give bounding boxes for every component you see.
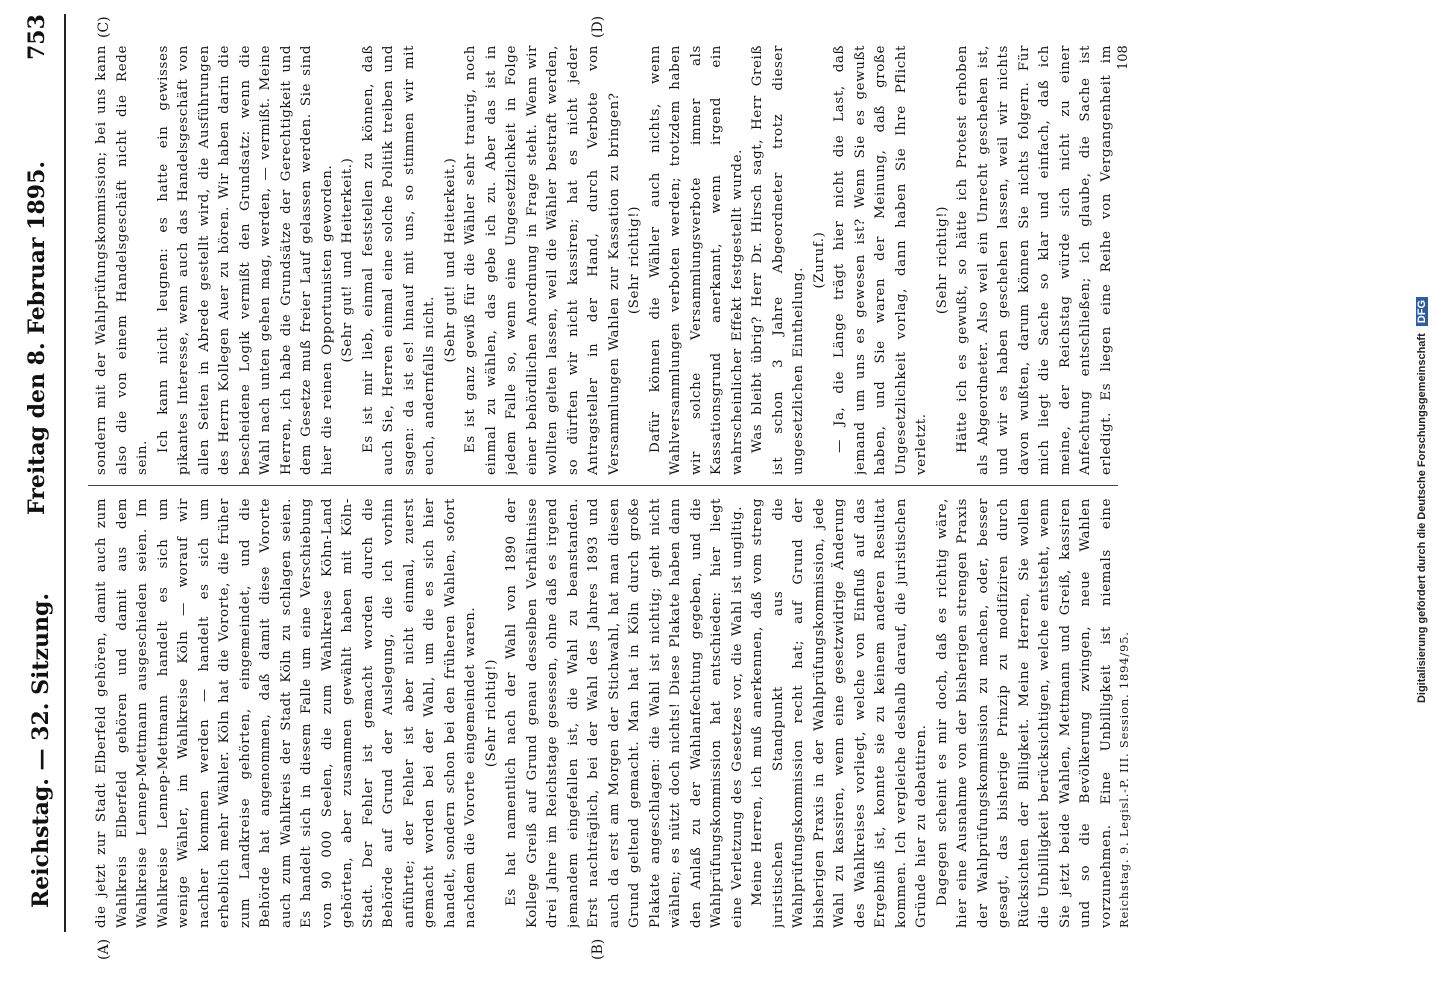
paragraph: Hätte ich es gewußt, so hätte ich Protest erhoben als Abgeordneter. Also weil ein Unrecht geschehen ist, und wir es haben geschehen lassen, weil wir nichts davon wußten, darum können Sie nichts folgern. Für mich liegt die Sache so klar und einfach, daß ich meine, der Reichstag würde sich nicht zu einer Anfechtung entschließen; ich glaube, die Sache ist erledigt. Es liegen eine Reihe von Vergangenheit im xyxy=(955,45,1114,475)
page-header xyxy=(8,10,68,990)
dfg-logo: DFG xyxy=(1416,297,1428,326)
column-separator xyxy=(88,485,1118,486)
interjection: (Sehr richtig!) xyxy=(627,205,642,315)
header-rule xyxy=(64,14,66,932)
paragraph: Was bleibt übrig? Herr Dr. Hirsch sagt, Herr Greiß ist schon 3 Jahre Abgeordneter trotz dieser ungesetzlichen Eintheilung. xyxy=(750,45,806,475)
paragraph: Es ist ganz gewiß für die Wähler sehr traurig, noch einmal zu wählen, das gebe ich zu. Aber das ist in jedem Falle so, wenn eine Ungesetzlichkeit in Folge einer behördlichen Anordnung in Frage steht. Wenn wir wollten gelten lassen, weil die Wähler bestraft werden, so dürften wir nicht kassiren; hat es nicht jeder Antragsteller in der Hand, durch Verbote von Versammlungen Wahlen zur Kassation zu bringen? xyxy=(463,45,622,475)
paragraph-continued: sondern mit der Wahlprüfungskommission; bei uns kann also die von einem Handelsgeschäft nicht die Rede sein. xyxy=(94,45,150,475)
paragraph: Es hat namentlich nach der Wahl von 1890 der Kollege Greiß auf Grund genau desselben Verhältnisse drei Jahre im Reichstage gesessen, ohne daß es irgend jemandem eingefallen ist, die Wahl zu beanstanden. Erst nachträglich, bei der Wahl des Jahres 1893 und auch da erst am Morgen der Stichwahl, hat man diesen Grund geltend gemacht. Man hat in Köln durch große Plakate angeschlagen: die Wahl ist nichtig; geht nicht wählen; es nützt doch nichts! Diese Plakate haben dann den Anlaß zu der Wahlanfechtung gegeben, und die Wahlprüfungskommission hat entschieden: hier liegt eine Verletzung des Gesetzes vor, die Wahl ist ungiltig. xyxy=(504,498,745,928)
page-signature: 108 xyxy=(1116,45,1131,70)
imprint-label: Digitalisierung gefördert durch die Deutsche Forschungsgemeinschaft xyxy=(1416,333,1428,704)
margin-letter-d: (D) xyxy=(590,15,606,38)
interjection: (Sehr gut! und Heiterkeit.) xyxy=(442,157,458,363)
paragraph: Dagegen scheint es mir doch, daß es richtig wäre, hier eine Ausnahme von der bisherigen strengen Praxis der Wahlprüfungskommission zu machen, oder, besser gesagt, das bisherige Prinzip zu modifiziren durch Rücksichten der Billigkeit. Meine Herren, Sie wollen die Unbilligkeit berücksichtigen, welche entsteht, wenn Sie jetzt beide Wahlen, Mettmann und Greiß, kassiren und so die Bevölkerung zwingen, neue Wahlen vorzunehmen. Eine Unbilligkeit ist niemals eine xyxy=(934,498,1114,928)
dfg-imprint xyxy=(1412,0,1432,1000)
right-column xyxy=(92,45,1116,475)
margin-letter-a: (A) xyxy=(96,938,112,960)
paragraph: Meine Herren, ich muß anerkennen, daß vom streng juristischen Standpunkt aus die Wahlprüfungskommission recht hat; auf Grund der bisherigen Praxis in der Wahlprüfungskommission, jede Wahl zu kassiren, wenn eine gesetzwidrige Änderung des Wahlkreises vorliegt, welche von Einfluß auf das Ergebniß ist, konnte sie zu keinem anderen Resultat kommen. Ich vergleiche deshalb darauf, die juristischen Gründe hier zu debattiren. xyxy=(750,498,929,928)
paragraph: — Ja, die Länge trägt hier nicht die Last, daß jemand um uns es gewesen ist? Wenn Sie es gewußt haben, und Sie waren der Meinung, daß große Ungesetzlichkeit vorlag, dann haben Sie Ihre Pflicht verletzt. xyxy=(832,45,929,475)
interjection: (Zuruf.) xyxy=(811,231,827,289)
paragraph: Dafür können die Wähler auch nichts, wenn Wahlversammlungen verboten werden; trotzdem haben wir solche Versammlungsverbote immer als Kassationsgrund anerkannt, wenn irgend ein wahrscheinlicher Effekt festgestellt wurde. xyxy=(647,45,745,475)
header-page-number: 753 xyxy=(24,14,50,60)
interjection: (Sehr richtig!) xyxy=(483,658,499,768)
margin-letter-c: (C) xyxy=(96,16,112,38)
header-date: Freitag den 8. Februar 1895. xyxy=(24,160,50,515)
margin-letter-b: (B) xyxy=(590,938,606,960)
interjection: (Sehr gut! und Heiterkeit.) xyxy=(340,157,355,363)
header-session: Reichstag. — 32. Sitzung. xyxy=(28,592,54,908)
footnote-signature: Reichstag. 9. Legisl.-P. III. Session. 1894/95. xyxy=(1117,631,1131,928)
paragraph-continued: die jetzt zur Stadt Elberfeld gehören, damit auch zum Wahlkreis Elberfeld gehören und damit aus dem Wahlkreise Lennep-Mettmann ausgeschieden seien. Im Wahlkreise Lennep-Mettmann handelt es sich um wenige Wähler, im Wahlkreise Köln — worauf wir nachher kommen werden — handelt es sich um erheblich mehr Wähler. Köln hat die Vororte, die früher zum Landkreise gehörten, eingemeindet, und die Behörde hat angenommen, daß damit diese Vororte auch zum Wahlkreis der Stadt Köln zu schlagen seien. Es handelt sich in diesem Falle um eine Verschiebung von 90 000 Seelen, die zum Wahlkreise Köhn-Land gehörten, aber zusammen gewählt haben mit Köln-Stadt. Der Fehler ist gemacht worden durch die Behörde auf Grund der Auslegung, die ich vorhin anführte; der Fehler ist aber nicht einmal, zuerst gemacht worden bei der Wahl, um die es sich hier handelt, sondern schon bei den früheren Wahlen, sofort nachdem die Vororte eingemeindet waren. xyxy=(94,498,478,928)
interjection: (Sehr richtig!) xyxy=(934,205,950,315)
paragraph: Ich kann nicht leugnen: es hatte ein gewisses pikantes Interesse, wenn auch das Handelsgeschäft von allen Seiten in Abrede gestellt wird, die Ausführungen des Herrn Kollegen Auer zu hören. Wir haben darin die bescheidene Logik vermißt den Grundsatz: wenn die Wahl nach unten gehen mag, werden, — vermißt. Meine Herren, ich habe die Grundsätze der Gerechtigkeit und dem Gesetze muß freier Lauf gelassen werden. Sie sind hier die reinen Opportunisten geworden. xyxy=(155,45,335,475)
left-column xyxy=(92,498,1116,928)
imprint-text xyxy=(1416,297,1428,703)
paragraph: Es ist mir lieb, einmal feststellen zu können, daß auch Sie, Herren einmal eine solche Politik treiben und sagen: da ist es! hinauf mit uns, so stimmen wir mit euch, andernfalls nicht. xyxy=(360,45,437,475)
